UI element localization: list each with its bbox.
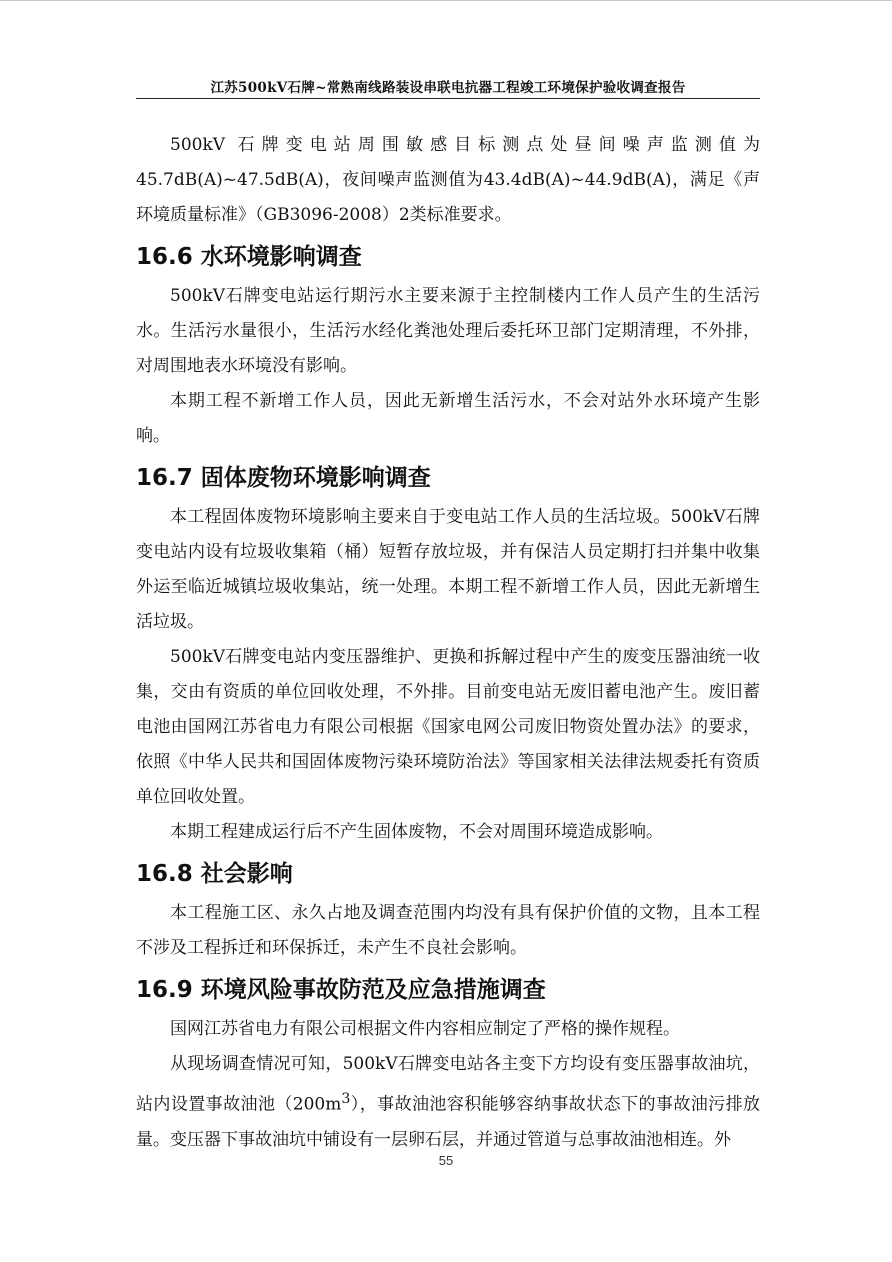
page-top-border (0, 0, 892, 1)
running-header: 江苏500kV石牌~常熟南线路装设串联电抗器工程竣工环境保护验收调查报告 (210, 80, 686, 96)
water-paragraph-1: 500kV石牌变电站运行期污水主要来源于主控制楼内工作人员产生的生活污水。生活污水量很小，生活污水经化粪池处理后委托环卫部门定期清理，不外排，对周围地表水环境没有影响。 (136, 286, 760, 376)
section-heading-16-9: 16.9 环境风险事故防范及应急措施调查 (136, 977, 546, 1003)
waste-paragraph-3: 本期工程建成运行后不产生固体废物，不会对周围环境造成影响。 (170, 822, 663, 842)
section-heading-16-6: 16.6 水环境影响调查 (136, 244, 362, 270)
risk-paragraph-1: 国网江苏省电力有限公司根据文件内容相应制定了严格的操作规程。 (170, 1019, 680, 1039)
risk-paragraph-2-text-a: 从现场调查情况可知，500kV石牌变电站各主变下方均设有变压器事故油坑，站内设置事故油池（200m (136, 1054, 760, 1115)
waste-paragraph-2: 500kV石牌变电站内变压器维护、更换和拆解过程中产生的废变压器油统一收集，交由有资质的单位回收处理，不外排。目前变电站无废旧蓄电池产生。废旧蓄电池由国网江苏省电力有限公司根据《国家电网公司废旧物资处置办法》的要求，依照《中华人民共和国固体废物污染环境防治法》等国家相关法律法规委托有资质单位回收处置。 (136, 647, 760, 807)
waste-paragraph-1: 本工程固体废物环境影响主要来自于变电站工作人员的生活垃圾。500kV石牌变电站内设有垃圾收集箱（桶）短暂存放垃圾，并有保洁人员定期打扫并集中收集外运至临近城镇垃圾收集站，统一处理。本期工程不新增工作人员，因此无新增生活垃圾。 (136, 507, 760, 632)
noise-paragraph: 500kV 石牌变电站周围敏感目标测点处昼间噪声监测值为45.7dB(A)~47.5dB(A)，夜间噪声监测值为43.4dB(A)~44.9dB(A)，满足《声环境质量标准》（GB3096-2008）2类标准要求。 (136, 135, 760, 225)
page-number: 55 (438, 1153, 454, 1168)
header-rule (136, 98, 760, 99)
section-heading-16-7: 16.7 固体废物环境影响调查 (136, 465, 431, 491)
superscript-3: 3 (341, 1091, 351, 1107)
social-paragraph-1: 本工程施工区、永久占地及调查范围内均没有具有保护价值的文物，且本工程不涉及工程拆迁和环保拆迁，未产生不良社会影响。 (136, 903, 760, 958)
page-body (136, 128, 760, 1158)
risk-paragraph-2-text-b: ），事故油池容积能够容纳事故状态下的事故油污排放量。变压器下事故油坑中铺设有一层卵石层，并通过管道与总事故油池相连。外 (136, 1094, 761, 1150)
water-paragraph-2: 本期工程不新增工作人员，因此无新增生活污水，不会对站外水环境产生影响。 (136, 391, 760, 446)
risk-paragraph-2 (136, 1047, 760, 1158)
section-heading-16-8: 16.8 社会影响 (136, 861, 293, 887)
